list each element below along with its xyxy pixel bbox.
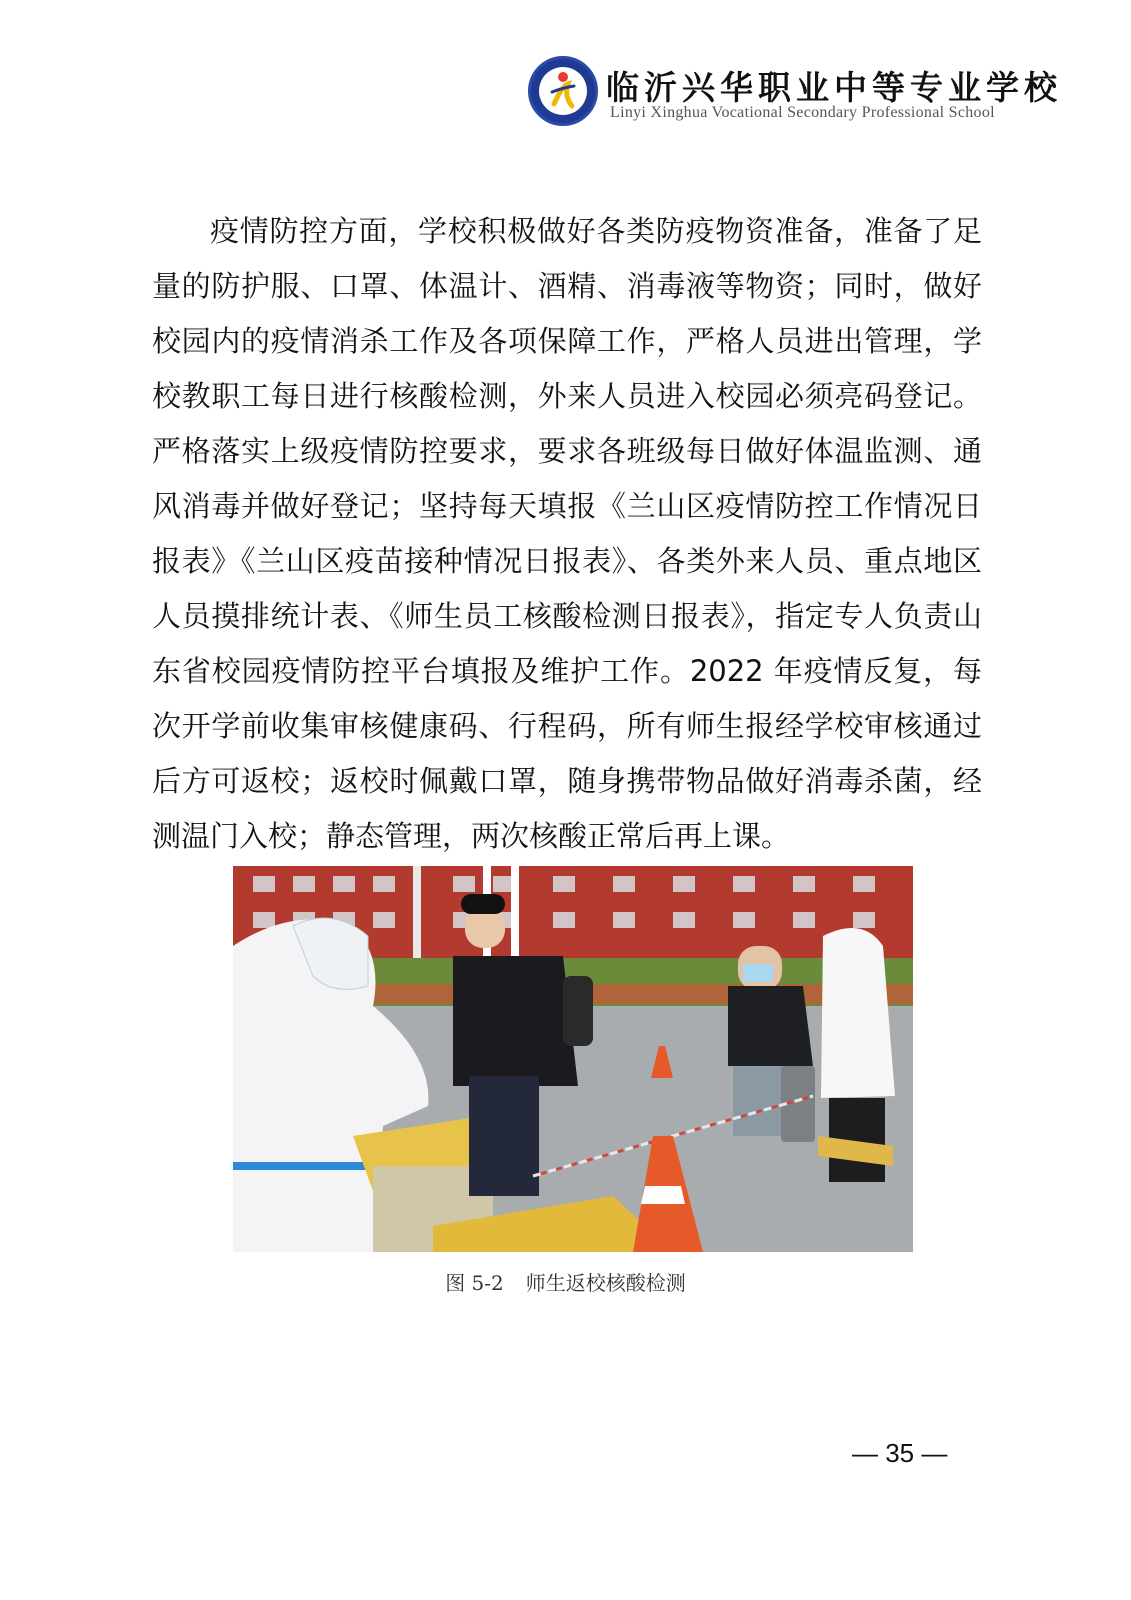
figure-photo <box>233 866 913 1252</box>
page-header <box>528 52 1088 132</box>
school-name-en: Linyi Xinghua Vocational Secondary Professional School <box>610 104 995 121</box>
page-number: — 35 — <box>852 1438 948 1468</box>
figure-caption <box>0 1267 1131 1296</box>
school-name-cn: 临沂兴华职业中等专业学校 <box>606 68 1062 107</box>
figure-caption-text: 师生返校核酸检测 <box>525 1271 686 1295</box>
figure-number: 图 5-2 <box>445 1271 504 1295</box>
body-paragraph: 疫情防控方面，学校积极做好各类防疫物资准备，准备了足量的防护服、口罩、体温计、酒精、消毒液等物资；同时，做好校园内的疫情消杀工作及各项保障工作，严格人员进出管理，学校教职工每日进行核酸检测，外来人员进入校园必须亮码登记。严格落实上级疫情防控要求，要求各班级每日做好体温监测、通风消毒并做好登记；坚持每天填报《兰山区疫情防控工作情况日报表》《兰山区疫苗接种情况日报表》、各类外来人员、重点地区人员摸排统计表、《师生员工核酸检测日报表》，指定专人负责山东省校园疫情防控平台填报及维护工作。2022 年疫情反复，每次开学前收集审核健康码、行程码，所有师生报经学校审核通过后方可返校；返校时佩戴口罩，随身携带物品做好消毒杀菌，经测温门入校；静态管理，两次核酸正常后再上课。 <box>152 214 982 853</box>
logo-figure-icon <box>528 56 598 126</box>
school-logo <box>528 56 598 126</box>
